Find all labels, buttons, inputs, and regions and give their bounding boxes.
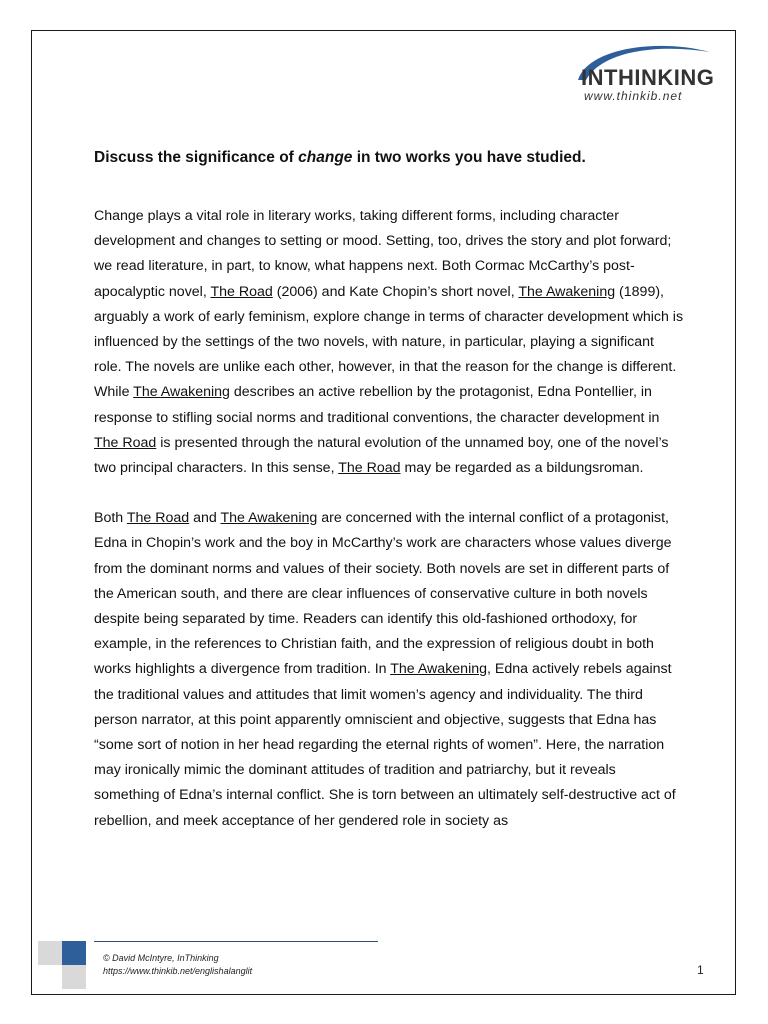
footer-rule bbox=[94, 941, 378, 942]
paragraph-1: Change plays a vital role in literary works, taking different forms, including character development and changes to setting or mood. Setting, too, drives the story and plot forward; we read literature, in part, to know, what happens next. Both Cormac McCarthy’s post-apocalyptic novel, The Road (2006) and Kate Chopin’s short novel, The Awakening (1899), arguably a work of early feminism, explore change in terms of character development which is influenced by the settings of the two novels, with nature, in particular, playing a significant role. The novels are unlike each other, however, in that the reason for the change is different. While The Awakening describes an active rebellion by the protagonist, Edna Pontellier, in response to stifling social norms and traditional conventions, the character development in The Road is presented through the natural evolution of the unnamed boy, one of the novel’s two principal characters. In this sense, The Road may be regarded as a bildungsroman. bbox=[94, 208, 684, 477]
title-the-awakening: The Awakening bbox=[133, 384, 230, 401]
essay-body bbox=[94, 204, 684, 834]
title-the-awakening: The Awakening bbox=[220, 510, 318, 527]
footer-square-blue bbox=[62, 941, 86, 965]
title-the-awakening: The Awakening bbox=[518, 283, 616, 300]
inthinking-logo bbox=[548, 40, 718, 110]
footer-square-gray bbox=[38, 941, 62, 965]
logo-url: www.thinkib.net bbox=[584, 89, 683, 103]
title-the-road: The Road bbox=[126, 510, 190, 527]
essay-question: Discuss the significance of change in two works you have studied. bbox=[94, 149, 586, 166]
footer-copyright: © David McIntyre, InThinking bbox=[103, 953, 219, 963]
footer-square-gray bbox=[62, 965, 86, 989]
title-the-road: The Road bbox=[338, 460, 401, 477]
footer-url: https://www.thinkib.net/englishalanglit bbox=[103, 966, 253, 976]
logo-wordmark: INTHINKING bbox=[581, 65, 715, 90]
question-emphasis: change bbox=[298, 149, 353, 166]
paragraph-2: Both The Road and The Awakening are concerned with the internal conflict of a protagonist, Edna in Chopin’s work and the boy in McCarthy’s work are characters whose values diverge from the dominant norms and values of their society. Both novels are set in different parts of the American south, and there are clear influences of conservative culture in both novels despite being separated by time. Readers can identify this old-fashioned orthodoxy, for example, in the references to Christian faith, and the expression of religious doubt in both works highlights a divergence from tradition. In The Awakening, Edna actively rebels against the traditional values and attitudes that limit women’s agency and individuality. The third person narrator, at this point apparently omniscient and objective, suggests that Edna has “some sort of notion in her head regarding the eternal rights of women”. Here, the narration may ironically mimic the dominant attitudes of tradition and patriarchy, but it reveals something of Edna’s internal conflict. She is torn between an ultimately self-destructive act of rebellion, and meek acceptance of her gendered role in society as bbox=[94, 510, 676, 829]
title-the-road: The Road bbox=[210, 283, 273, 300]
page-number: 1 bbox=[697, 963, 704, 977]
title-the-road: The Road bbox=[94, 434, 157, 451]
title-the-awakening: The Awakening bbox=[390, 661, 488, 678]
